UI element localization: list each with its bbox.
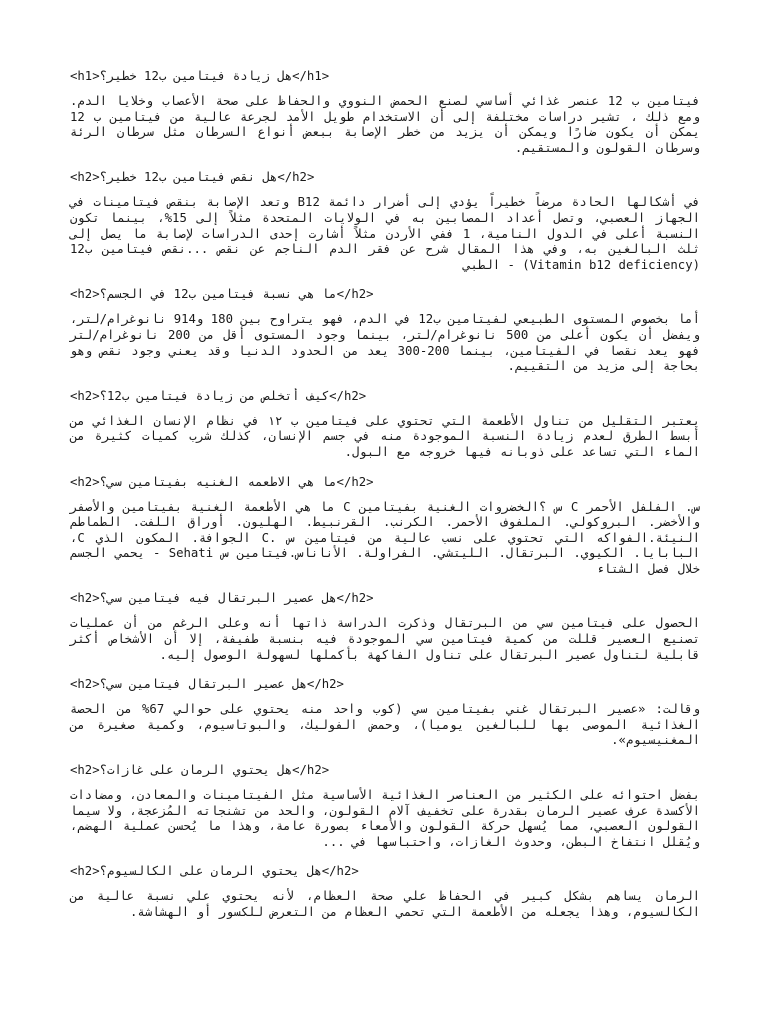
section-heading: <h2>كيف أتخلص من زيادة فيتامين ب12؟</h2> (70, 388, 367, 403)
section-orange-juice-vitamin-c (70, 590, 700, 663)
section-paragraph: وقالت: «عصير البرتقال غني بفيتامين سي (كوب واحد منه يحتوي على حوالي 67% من الحصة الغذائية الموصى بها للبالغين يوميا)، وحمض الفوليك، والبوتاسيوم، وكمية صغيرة من المغنيسيوم». (70, 702, 700, 748)
section-heading: <h2>هل نقص فيتامين ب12 خطير؟</h2> (70, 170, 315, 185)
section-heading: <h2>هل يحتوي الرمان على الكالسيوم؟</h2> (70, 864, 359, 879)
section-vitamin-b12-excess (70, 68, 700, 156)
section-pomegranate-calcium (70, 863, 700, 920)
section-paragraph: الرمان يساهم بشكل كبير في الحفاظ علي صحة العظام، لأنه يحتوي علي نسبة عالية من الكالسيوم، وهذا يجعله من الأطعمة التي تحمي العظام من التعرض للكسور أو الهشاشة. (70, 889, 700, 919)
section-heading: <h2>هل يحتوي الرمان على غازات؟</h2> (70, 763, 330, 778)
section-paragraph: يعتبر التقليل من تناول الأطعمة التي تحتوي على فيتامين ب ١٢ في نظام الإنسان الغذائي من أبسط الطرق لعدم زيادة النسبة الموجودة منه في جسم الإنسان، كذلك شرب كميات كثيرة من الماء التي تساعد على ذوبانه فيها خروجه مع البول. (70, 413, 700, 459)
section-heading: <h2>هل عصير البرتقال فيتامين سي؟</h2> (70, 677, 344, 692)
section-vitamin-c-foods (70, 474, 700, 578)
section-heading: <h2>ما هي نسبة فيتامين ب12 في الجسم؟</h2> (70, 287, 374, 302)
section-paragraph: الحصول على فيتامين سي من البرتقال وذكرت الدراسة ذاتها أنه وعلى الرغم من أن عمليات تصنيع العصير قللت من كمية فيتامين سي الموجودة فيه بنسبة طفيفة، إلا أن الأشخاص أكثر قابلية لتناول عصير البرتقال على تناول الفاكهة بأكملها لسهولة الوصول إليه. (70, 616, 700, 662)
section-paragraph: بفضل احتوائه على الكثير من العناصر الغذائية الأساسية مثل الفيتامينات والمعادن، ومضادات الأكسدة عرف عصير الرمان بقدرة على تخفيف آلام القولون، والحد من تشنجاته المُزعجة، ولا سيما القولون العصبي، مما يُسهل حركة القولون والأمعاء بصورة عامة، وهذا ما يُحسن عملية الهضم، ويُقلل انتفاخ البطن، وحدوث الغازات، واحتباسها في ... (70, 788, 700, 849)
section-heading: <h2>هل عصير البرتقال فيه فيتامين سي؟</h2> (70, 591, 374, 606)
section-heading: <h2>ما هي الاطعمه الغنيه بفيتامين سي؟</h2> (70, 474, 374, 489)
section-reduce-vitamin-b12 (70, 388, 700, 461)
section-paragraph: فيتامين ب 12 عنصر غذائي أساسي لصنع الحمض النووي والحفاظ على صحة الأعصاب وخلايا الدم. ومع ذلك ، تشير دراسات مختلفة إلى أن الاستخدام طويل الأمد لجرعة عالية من فيتامين ب 12 يمكن أن يكون ضارًا ويمكن أن يزيد من خطر الإصابة ببعض أنواع السرطان مثل سرطان الرئة وسرطان القولون والمستقيم. (70, 94, 700, 155)
section-paragraph: س. الفلفل الأحمر C س ؟الخضروات الغنية بفيتامين C ما هي الأطعمة الغنية بفيتامين والأصفر والأخضر. البروكولي. الملفوف الأحمر. الكرنب. القرنبيط. الهليون. أوراق اللفت. الطماطم النيئة.الفواكه التي تحتوي على نسب عالية من فيتامين س .C الجوافة. المكون الذي C، البابايا. الكيوي. البرتقال. الليتشي. الفراولة. الأناناس.فيتامين س Sehati - يحمي الجسم خلال فصل الشتاء (70, 499, 701, 576)
section-orange-juice-content (70, 676, 700, 749)
section-heading: <h1>هل زيادة فيتامين ب12 خطير؟</h1> (70, 69, 330, 83)
section-vitamin-b12-deficiency (70, 169, 700, 273)
section-paragraph: أما بخصوص المستوى الطبيعي لفيتامين ب12 في الدم، فهو يتراوح بين 180 و914 نانوغرام/لتر، ويفضل أن يكون أعلى من 500 نانوغرام/لتر، بينما وجود المستوى أقل من 200 نانوغرام/لتر فهو يعد نقصا في الفيتامين، بينما 200-300 يعد من الحدود الدنيا وقد يعني وجود نقص وهو بحاجة إلى مزيد من التقييم. (70, 312, 701, 374)
section-pomegranate-gas (70, 762, 700, 850)
section-paragraph: في أشكالها الحادة مرضاً خطيراً يؤدي إلى أضرار دائمة B12 وتعد الإصابة بنقص فيتامينات في الجهاز العصبي، وتصل أعداد المصابين به في الولايات المتحدة مثلاً إلى 15%، بينما تكون النسبة أعلى في الدول النامية، 1 ففي الأردن مثلاً أشارت إحدى الدراسات لإصابة ما يصل إلى ثلث البالغين به، وفي هذا المقال شرح عن فقر الدم الناجم عن نقص ...نقص فيتامين ب12 (Vitamin b12 deficiency) - الطبي (70, 195, 700, 272)
section-vitamin-b12-level (70, 286, 700, 374)
document-body (70, 56, 700, 934)
